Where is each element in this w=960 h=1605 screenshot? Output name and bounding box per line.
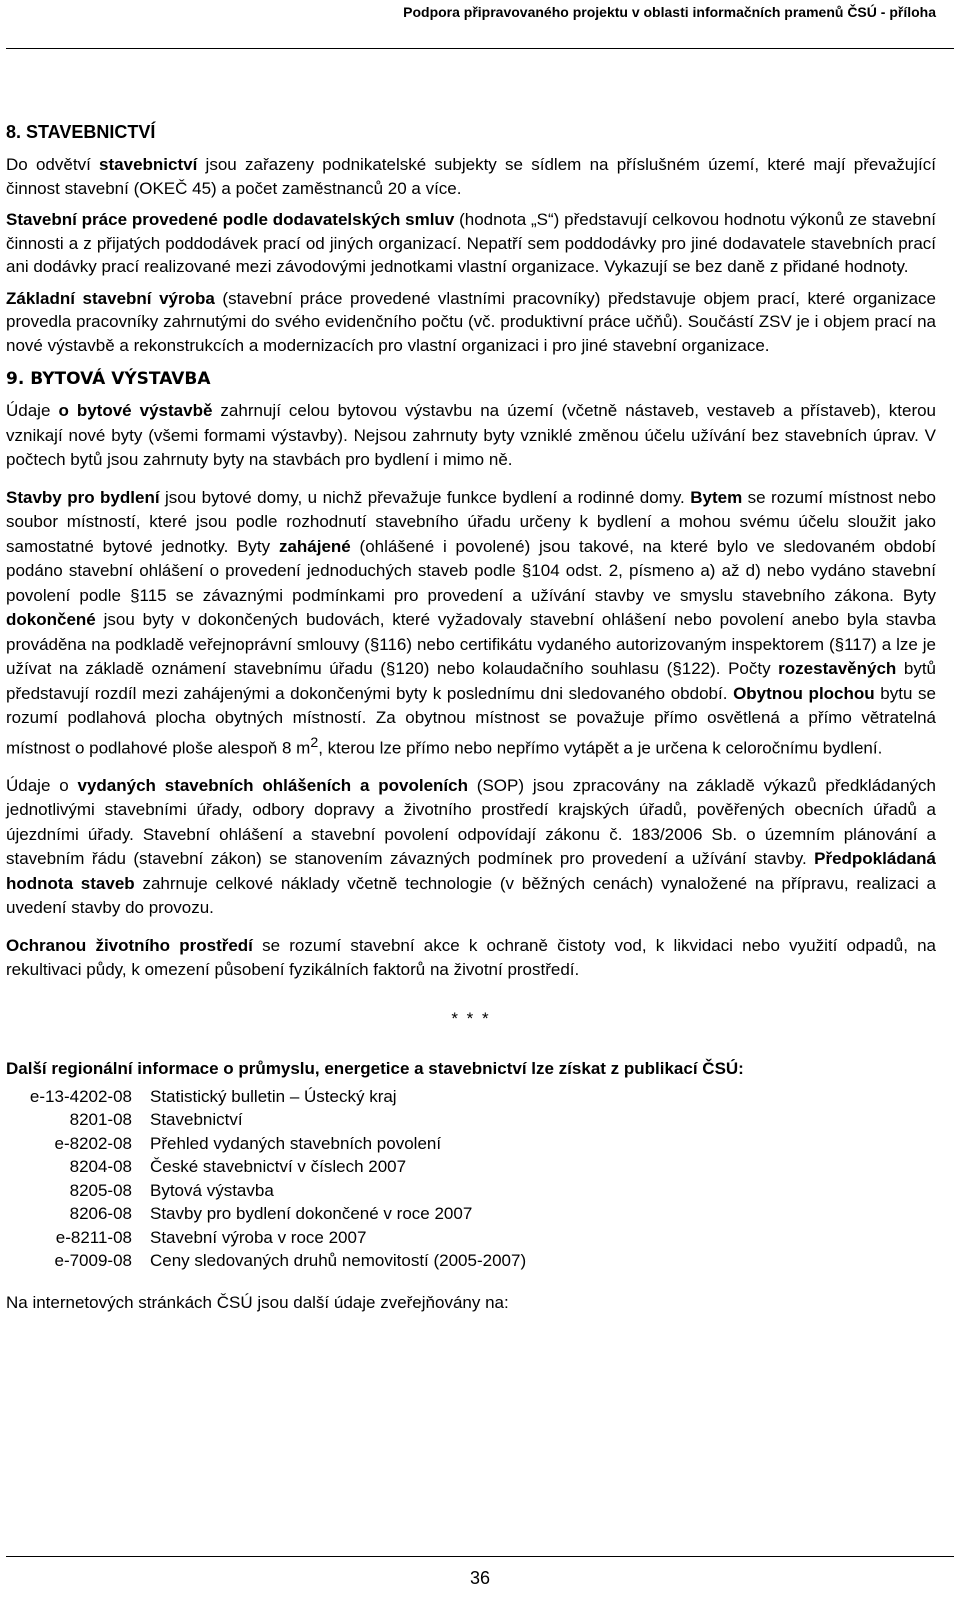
- text: bytů představují rozdíl mezi zahájenými a dokončenými byty k poslednímu dni sledovaného období.: [6, 659, 936, 703]
- bold-term: Obytnou plochou: [733, 683, 875, 703]
- publication-title: Bytová výstavba: [150, 1180, 274, 1200]
- text: bytu se rozumí podlahová plocha obytných místností. Za obytnou místnost se považuje přímo osvětlená a přímo větratelná místnost o podlahové ploše alespoň 8 m: [6, 683, 936, 758]
- bold-term: stavebnictví: [99, 155, 198, 174]
- publication-title: Stavební výroba v roce 2007: [150, 1227, 367, 1247]
- publication-code: 8205-08: [69, 1180, 132, 1200]
- section-8-title: 8. STAVEBNICTVÍ: [6, 122, 156, 142]
- section-8-paragraph-3: [6, 287, 936, 358]
- section-8-paragraph-1: [6, 153, 936, 200]
- publication-title: Stavby pro bydlení dokončené v roce 2007: [150, 1204, 473, 1224]
- page-number: 36: [469, 1568, 491, 1588]
- publication-code: 8206-08: [69, 1204, 132, 1224]
- bold-term: Bytem: [690, 487, 743, 507]
- bold-term: Předpokládaná hodnota staveb: [6, 849, 936, 893]
- publication-row: [6, 1085, 526, 1109]
- bold-term: vydaných stavebních ohlášeních a povoleních: [77, 775, 468, 795]
- bold-term: zahájené: [278, 536, 351, 556]
- text: se rozumí místnost nebo soubor místností, které jsou podle rozhodnutí stavebního úřadu určeny k bydlení a mohou svému účelu sloužit jako samostatné bytové jednotky. Byty: [6, 487, 936, 556]
- bold-term: o bytové výstavbě: [58, 401, 213, 420]
- text: zahrnuje celkové náklady včetně technologie (v běžných cenách) vynaložené na přípravu, realizaci a uvedení stavby do provozu.: [6, 873, 937, 918]
- text: jsou zařazeny podnikatelské subjekty se sídlem na příslušném území, které mají převažující činnost stavební (OKEČ 45) a počet zaměstnanců 20 a více.: [6, 155, 936, 198]
- bold-term: Stavební práce provedené podle dodavatelských smluv: [6, 210, 455, 229]
- text: Údaje o: [6, 775, 78, 795]
- publication-row: [6, 1179, 526, 1203]
- publication-code: e-8202-08: [54, 1133, 132, 1153]
- web-note: Na internetových stránkách ČSÚ jsou další údaje zveřejňovány na:: [6, 1292, 509, 1312]
- bold-term: Základní stavební výroba: [6, 288, 215, 308]
- publication-row: [6, 1155, 526, 1179]
- document-body: [6, 114, 936, 1313]
- publication-title: České stavebnictví v číslech 2007: [150, 1157, 407, 1177]
- text: , kterou lze přímo nebo nepřímo vytápět a je určena k celoročnímu bydlení.: [318, 738, 883, 758]
- publication-code: 8204-08: [69, 1157, 132, 1177]
- text: (hodnota „S“) představují celkovou hodnotu výkonů ze stavební činnosti a z přijatých poddodávek prací od jiných organizací. Nepatří sem poddodávky pro jiné dodavatele stavebních prací ani dodávky prací realizované mezi závodovými jednotkami vlastní organizace. Vykazují se bez daně z přidané hodnoty.: [6, 210, 936, 276]
- publication-title: Přehled vydaných stavebních povolení: [150, 1133, 442, 1153]
- publications-table: [6, 1085, 526, 1273]
- section-9-title: 9. BYTOVÁ VÝSTAVBA: [6, 369, 211, 389]
- publication-title: Stavebnictví: [150, 1110, 243, 1130]
- text: jsou bytové domy, u nichž převažuje funkce bydlení a rodinné domy.: [159, 487, 691, 507]
- section-8-paragraph-2: [6, 208, 936, 279]
- bold-term: dokončené: [6, 610, 96, 629]
- publication-row: [6, 1249, 526, 1273]
- publication-code: e-13-4202-08: [29, 1086, 132, 1106]
- bold-term: Ochranou životního prostředí: [6, 935, 253, 955]
- section-9-paragraph-3: [6, 774, 936, 921]
- publication-row: [6, 1108, 526, 1132]
- section-9-paragraph-1: [6, 399, 936, 473]
- publication-title: Ceny sledovaných druhů nemovitostí (2005-2007): [150, 1251, 527, 1271]
- text: (ohlášené i povolené) jsou takové, na které bylo ve sledovaném období podáno stavební ohlášení o provedení jednoduchých staveb podle §104 odst. 2, písmeno a) až d) nebo vydáno stavební povolení podle §115 se závaznými podmínkami pro provedení a užívání stavby ve smyslu stavebního zákona. Byty: [6, 536, 936, 605]
- publication-code: 8201-08: [69, 1110, 132, 1130]
- text: Údaje: [6, 401, 59, 420]
- running-header: Podpora připravovaného projektu v oblasti informačních pramenů ČSÚ - příloha: [403, 4, 936, 20]
- section-9-paragraph-4: [6, 934, 936, 983]
- text: (SOP) jsou zpracovány na základě výkazů předkládaných jednotlivými stavebními úřady, odbory dopravy a životního prostředí krajských úřadů, pověřených obecních úřadů a újezdními úřady. Stavební ohlášení a stavební povolení odpovídají zákonu č. 183/2006 Sb. o územním plánování a stavebním řádu (stavební zákon) se stanovením závazných podmínek pro provedení a užívání stavby.: [6, 775, 936, 869]
- publication-code: e-8211-08: [55, 1227, 132, 1247]
- section-separator: * * *: [451, 1008, 491, 1028]
- header-rule: [6, 48, 954, 49]
- footer-rule: [6, 1556, 954, 1557]
- publications-heading: Další regionální informace o průmyslu, energetice a stavebnictví lze získat z publikací ČSÚ:: [6, 1058, 744, 1078]
- text: jsou byty v dokončených budovách, které vyžadovaly stavební ohlášení nebo povolení anebo byla stavba prováděna na podkladě veřejnoprávní smlouvy (§116) nebo certifikátu vydaného autorizovaným inspektorem (§117) a lze je užívat na základě oznámení stavebnímu úřadu (§120) nebo kolaudačního souhlasu (§122). Počty: [6, 610, 936, 678]
- publication-row: [6, 1226, 526, 1250]
- superscript: 2: [310, 734, 319, 751]
- publication-row: [6, 1202, 526, 1226]
- publication-title: Statistický bulletin – Ústecký kraj: [150, 1086, 397, 1106]
- section-9-paragraph-2: [6, 486, 936, 761]
- bold-term: Stavby pro bydlení: [6, 487, 160, 507]
- publication-row: [6, 1132, 526, 1156]
- text: Do odvětví: [6, 155, 100, 174]
- publication-code: e-7009-08: [54, 1251, 132, 1271]
- text: se rozumí stavební akce k ochraně čistoty vod, k likvidaci nebo využití odpadů, na rekultivaci půdy, k omezení působení fyzikálních faktorů na životní prostředí.: [6, 935, 936, 980]
- text: (stavební práce provedené vlastními pracovníky) představuje objem prací, které organizace provedla pracovníky zahrnutými do svého evidenčního počtu (vč. produktivní práce učňů). Součástí ZSV je i objem prací na nové výstavbě a rekonstrukcích a modernizacích pro vlastní organizaci i pro jiné stavební organizace.: [6, 288, 936, 355]
- bold-term: rozestavěných: [778, 659, 897, 678]
- text: zahrnují celou bytovou výstavbu na území (včetně nástaveb, vestaveb a přístaveb), kterou vznikají nové byty (všemi formami výstavby). Nejsou zahrnuty byty vzniklé změnou účelu užívání bez stavebních úprav. V počtech bytů jsou zahrnuty byty na stavbách pro bydlení i mimo ně.: [6, 401, 937, 469]
